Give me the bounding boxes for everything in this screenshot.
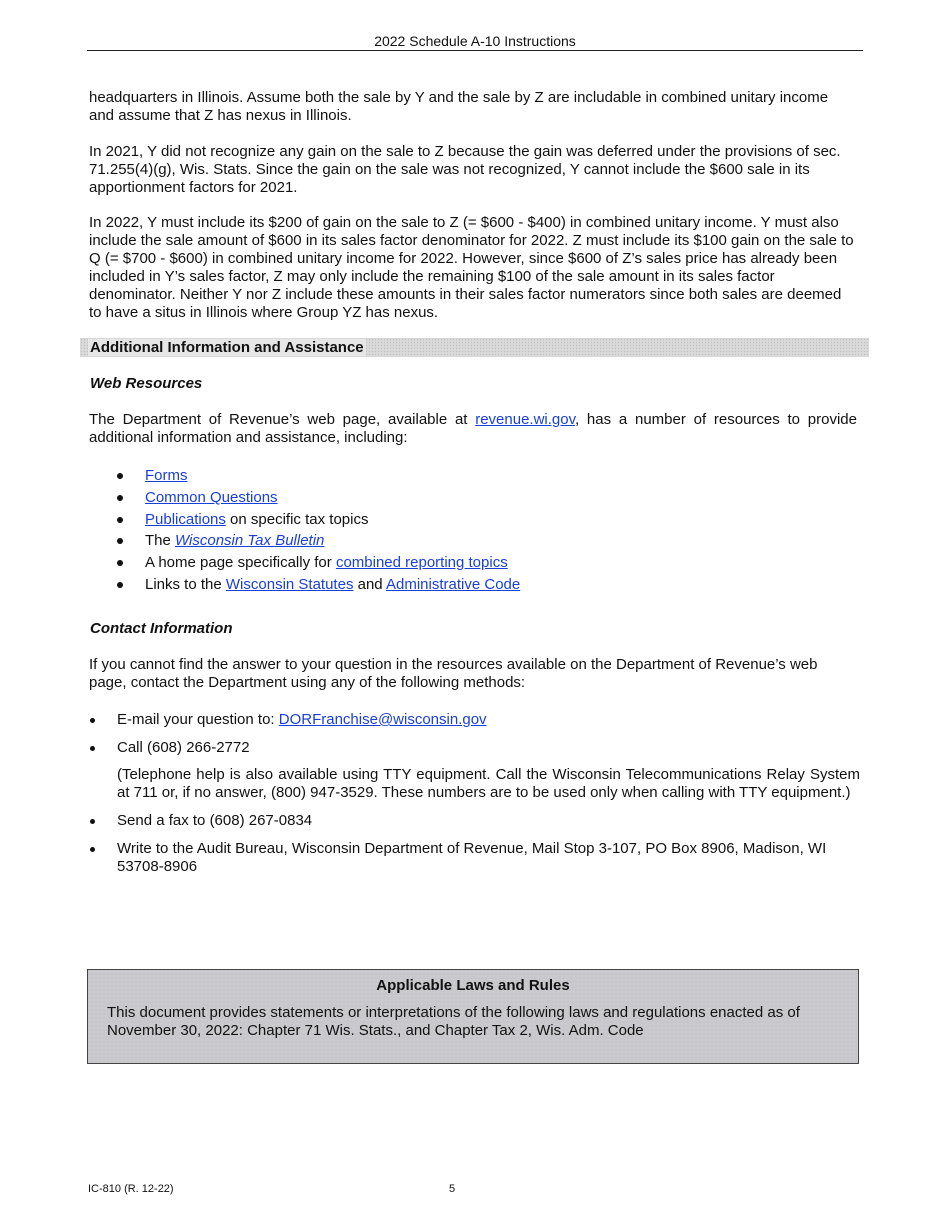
applicable-laws-box	[87, 969, 859, 1064]
page-header-title: 2022 Schedule A-10 Instructions	[374, 33, 576, 49]
administrative-code-link[interactable]: Administrative Code	[386, 575, 521, 593]
list-item	[117, 467, 617, 489]
web-resources-intro	[89, 411, 857, 447]
links-prefix: Links to the	[145, 575, 226, 593]
laws-title: Applicable Laws and Rules	[376, 977, 570, 994]
common-questions-link[interactable]: Common Questions	[145, 488, 278, 506]
page-number: 5	[449, 1183, 456, 1195]
email-prefix: E-mail your question to:	[117, 711, 279, 728]
tty-note: (Telephone help is also available using TTY equipment. Call the Wisconsin Telecommunications Relay System at 711 or, if no answer, (800) 947-3529. These numbers are to be used only when calling with TTY equipment.)	[117, 766, 860, 801]
bulletin-prefix: The	[145, 532, 176, 550]
contact-heading: Contact Information	[90, 620, 233, 637]
form-id: IC-810 (R. 12-22)	[88, 1183, 174, 1195]
publications-suffix: on specific tax topics	[225, 510, 369, 528]
intro-paragraph-2: In 2021, Y did not recognize any gain on the sale to Z because the gain was deferred under the provisions of sec. 71.255(4)(g), Wis. Stats. Since the gain on the sale was not recognized, Y cannot include the $600 sale in its apportionment factors for 2021.	[89, 143, 841, 196]
wisconsin-statutes-link[interactable]: Wisconsin Statutes	[225, 575, 354, 593]
web-resources-heading: Web Resources	[90, 375, 203, 392]
email-link[interactable]: DORFranchise@wisconsin.gov	[278, 711, 487, 728]
tax-bulletin-link[interactable]: Wisconsin Tax Bulletin	[175, 532, 325, 550]
contact-methods-list	[89, 711, 860, 876]
list-item	[117, 554, 617, 576]
publications-link[interactable]: Publications	[145, 510, 226, 528]
combined-reporting-link[interactable]: combined reporting topics	[335, 554, 508, 572]
mail-text: Write to the Audit Bureau, Wisconsin Department of Revenue, Mail Stop 3-107, PO Box 8906, Madison, WI 53708-8906	[117, 840, 827, 875]
fax-text: Send a fax to (608) 267-0834	[117, 812, 313, 829]
forms-link[interactable]: Forms	[145, 467, 188, 484]
list-item	[89, 711, 860, 729]
list-item	[117, 576, 617, 598]
contact-intro: If you cannot find the answer to your question in the resources available on the Department of Revenue’s web page, contact the Department using any of the following methods:	[89, 656, 818, 691]
laws-text: This document provides statements or interpretations of the following laws and regulations enacted as of November 30, 2022: Chapter 71 Wis. Stats., and Chapter Tax 2, Wis. Adm. Code	[107, 1004, 800, 1039]
list-item	[89, 812, 860, 830]
resources-list	[117, 467, 617, 598]
web-intro-text: The Department of Revenue’s web page, available at	[89, 411, 476, 428]
list-item	[89, 840, 860, 876]
web-intro-text-end: , has a number of resources to provide additional information and assistance, including:	[89, 411, 857, 446]
links-and: and	[353, 575, 386, 593]
header-rule	[87, 50, 863, 51]
list-item	[89, 739, 860, 802]
section-heading-bar	[80, 338, 869, 357]
call-text: Call (608) 266-2772	[117, 739, 250, 756]
list-item	[117, 532, 617, 554]
revenue-website-link[interactable]: revenue.wi.gov	[475, 411, 575, 428]
intro-paragraph-1: headquarters in Illinois. Assume both the sale by Y and the sale by Z are includable in combined unitary income and assume that Z has nexus in Illinois.	[89, 89, 829, 124]
section-heading: Additional Information and Assistance	[90, 339, 364, 356]
intro-paragraph-3: In 2022, Y must include its $200 of gain on the sale to Z (= $600 - $400) in combined unitary income. Y must also include the sale amount of $600 in its sales factor denominator for 2022. Z must include its $100 gain on the sale to Q (= $700 - $600) in combined unitary income for 2022. However, since $600 of Z’s sales price has already been included in Y’s sales factor, Z may only include the remaining $100 of the sale amount in its sales factor denominator. Neither Y nor Z include these amounts in their sales factor numerators since both sales are deemed to have a situs in Illinois where Group YZ has nexus.	[89, 214, 854, 321]
home-page-prefix: A home page specifically for	[145, 554, 336, 572]
list-item	[117, 489, 617, 511]
list-item	[117, 511, 617, 533]
